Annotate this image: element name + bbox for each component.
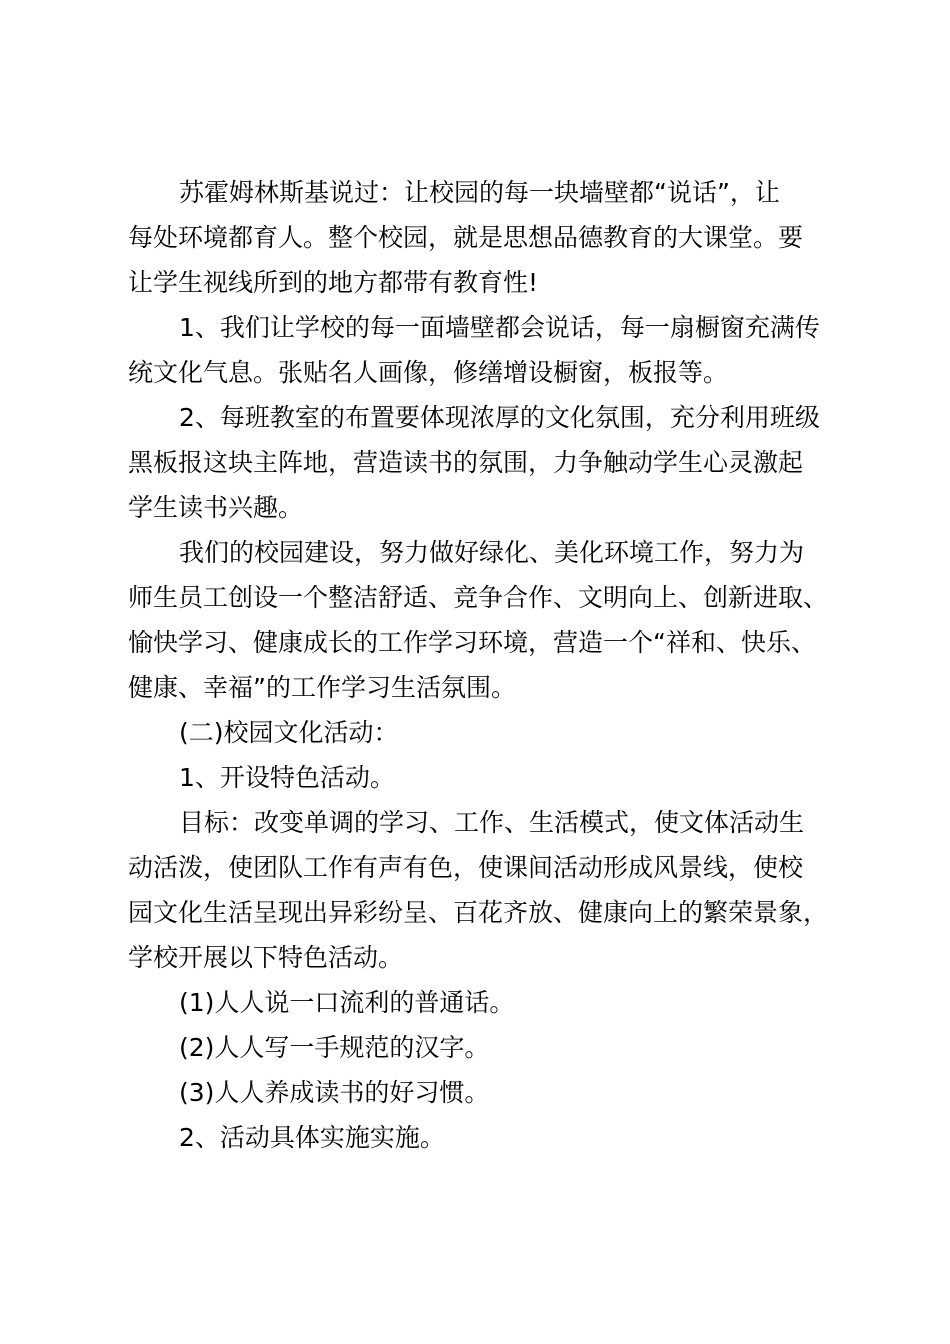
text-line: 让学生视线所到的地方都带有教育性!	[128, 268, 539, 297]
list-item: 1、开设特色活动。	[179, 763, 395, 792]
text-line: 我们的校园建设，努力做好绿化、美化环境工作，努力为	[179, 538, 805, 567]
text-line: 目标：改变单调的学习、工作、生活模式，使文体活动生	[179, 808, 805, 837]
section-heading: (二)校园文化活动：	[179, 718, 399, 747]
text-line: 2、每班教室的布置要体现浓厚的文化氛围，充分利用班级	[179, 403, 820, 432]
text-line: 每处环境都育人。整个校园，就是思想品德教育的大课堂。要	[128, 223, 804, 252]
text-line: 学校开展以下特色活动。	[128, 943, 404, 972]
text-line: 学生读书兴趣。	[128, 493, 304, 522]
text-line: 愉快学习、健康成长的工作学习环境，营造一个“祥和、快乐、	[128, 628, 816, 657]
text-line: 师生员工创设一个整洁舒适、竞争合作、文明向上、创新进取、	[128, 583, 829, 612]
text-line: 1、我们让学校的每一面墙壁都会说话，每一扇橱窗充满传	[179, 313, 820, 342]
text-line: 健康、幸福”的工作学习生活氛围。	[128, 673, 516, 702]
list-item: (1)人人说一口流利的普通话。	[179, 988, 515, 1017]
text-line: 黑板报这块主阵地，营造读书的氛围，力争触动学生心灵激起	[128, 448, 804, 477]
list-item: (3)人人养成读书的好习惯。	[179, 1078, 490, 1107]
text-line: 苏霍姆林斯基说过：让校园的每一块墙壁都“说话”，让	[179, 178, 780, 207]
text-line: 统文化气息。张贴名人画像，修缮增设橱窗，板报等。	[128, 358, 729, 387]
list-item: (2)人人写一手规范的汉字。	[179, 1033, 490, 1062]
list-item: 2、活动具体实施实施。	[179, 1123, 445, 1152]
text-line: 园文化生活呈现出异彩纷呈、百花齐放、健康向上的繁荣景象，	[128, 898, 829, 927]
text-line: 动活泼，使团队工作有声有色，使课间活动形成风景线，使校	[128, 853, 804, 882]
